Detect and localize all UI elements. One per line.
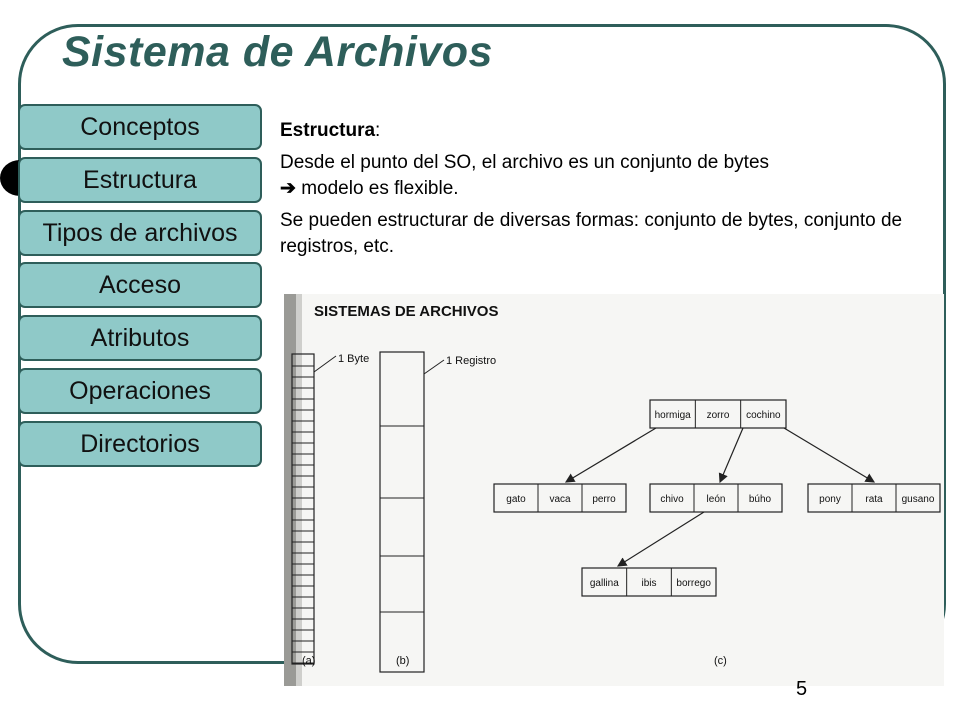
tree-key-label: gusano [901, 494, 935, 505]
paragraph-1-cont: modelo es flexible. [295, 178, 459, 199]
tree-key-label: vaca [549, 494, 571, 505]
tree-key-label: ibis [641, 578, 657, 589]
arrow-icon: ➔ [280, 178, 296, 199]
nav-estructura-button[interactable]: Estructura [18, 157, 262, 203]
tree-key-label: rata [865, 494, 883, 505]
tree-pointer-arrow [720, 428, 743, 482]
paragraph-2: Se pueden estructurar de diversas formas: conjunto de bytes, conjunto de registros, etc. [280, 210, 903, 257]
tree-key-label: cochino [746, 410, 781, 421]
figure-svg [284, 294, 944, 686]
slide-title: Sistema de Archivos [62, 28, 493, 76]
file-structure-figure [284, 294, 944, 686]
tree-key-label: gato [506, 494, 526, 505]
nav-conceptos-button[interactable]: Conceptos [18, 104, 262, 150]
caption-c: (c) [714, 655, 727, 667]
tree-pointer-arrow [566, 428, 656, 482]
tree-key-label: chivo [660, 494, 684, 505]
tree-key-label: gallina [589, 578, 619, 589]
record-sequence [380, 352, 424, 672]
tree-key-label: borrego [676, 578, 711, 589]
tree-key-label: perro [592, 494, 616, 505]
label-registro: 1 Registro [446, 355, 497, 367]
tree-pointer-arrow [784, 428, 874, 482]
nav-atributos-button[interactable]: Atributos [18, 315, 262, 361]
section-heading: Estructura [280, 120, 376, 141]
nav-tipos-button[interactable]: Tipos de archivos [18, 210, 262, 256]
label-byte: 1 Byte [338, 353, 370, 365]
caption-b: (b) [396, 655, 410, 667]
figure-header: SISTEMAS DE ARCHIVOS [314, 303, 499, 320]
tree-node-1 [494, 484, 626, 512]
tree-key-label: zorro [706, 410, 730, 421]
content-text [280, 118, 920, 266]
tree-key-label: pony [819, 494, 841, 505]
nav-acceso-button[interactable]: Acceso [18, 262, 262, 308]
tree-key-label: león [706, 494, 726, 505]
heading-line [280, 118, 920, 144]
page-number: 5 [796, 678, 808, 700]
tree-key-label: hormiga [654, 410, 691, 421]
tree-node-2 [650, 484, 782, 512]
paragraph-1 [280, 150, 920, 202]
tree-node-4 [582, 568, 716, 596]
tree-pointer-arrow [618, 512, 704, 566]
tree-key-label: búho [748, 494, 772, 505]
heading-suffix: : [375, 120, 381, 141]
tree-root-node [650, 400, 786, 428]
paragraph-1-text: Desde el punto del SO, el archivo es un conjunto de bytes [280, 152, 770, 173]
nav-operaciones-button[interactable]: Operaciones [18, 368, 262, 414]
caption-a: (a) [302, 655, 316, 667]
tree-node-3 [808, 484, 940, 512]
record-tree [494, 400, 940, 596]
nav-directorios-button[interactable]: Directorios [18, 421, 262, 467]
